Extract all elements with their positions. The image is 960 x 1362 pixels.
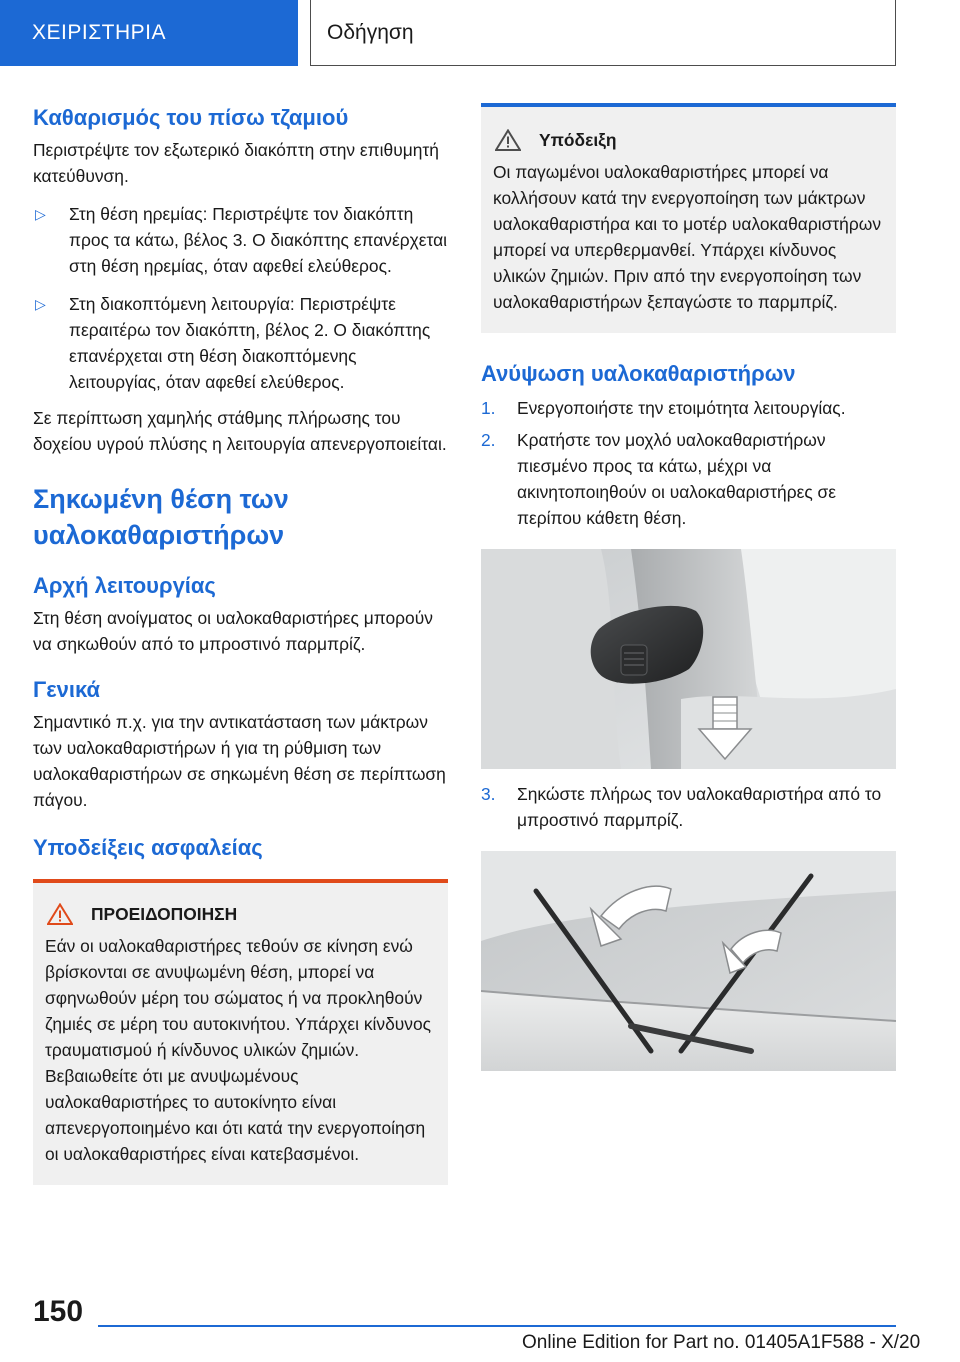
rear-wiper-intro: Περιστρέψτε τον εξωτερικό διακόπτη στην επιθυμητή κατεύθυνση. [33,140,439,186]
step-1 [481,395,896,421]
warning-triangle-icon [47,903,73,925]
section-title: ΧΕΙΡΙΣΤΗΡΙΑ [32,21,167,44]
step-number: 1. [481,398,496,418]
raised-wipers-illustration [481,851,896,1071]
left-column [33,100,448,1185]
note-header [493,129,884,151]
warning-header [45,903,436,925]
principle-text: Στη θέση ανοίγματος οι υαλοκαθαριστήρες μπορούν να σηκωθούν από το μπροστινό παρμπρίζ. [33,608,433,654]
principle-heading: Αρχή λειτουργίας [33,573,216,598]
general-text: Σημαντικό π.χ. για την αντικατάσταση των μάκτρων των υαλοκαθαριστήρων ή για τη ρύθμιση των υαλοκαθαριστήρων σε σηκωμένη θέση σε περίπτωση πάγου. [33,712,446,810]
warning-triangle-icon [495,129,521,151]
footer-rule [98,1325,896,1327]
warning-label: ΠΡΟΕΙΔΟΠΟΙΗΣΗ [91,903,238,924]
chapter-tab [310,0,896,66]
section-tab [0,0,298,66]
step-3 [481,781,896,833]
step-number: 2. [481,430,496,450]
rear-wiper-heading: Καθαρισμός του πίσω τζαμιού [33,105,349,130]
chapter-title: Οδήγηση [327,20,414,44]
safety-heading: Υποδείξεις ασφαλείας [33,835,263,860]
lift-wipers-heading: Ανύψωση υαλοκαθαριστήρων [481,361,796,386]
step-2 [481,427,896,531]
warning-box [33,879,448,1185]
step-text: Σηκώστε πλήρως τον υαλοκαθαριστήρα από το μπροστινό παρμπρίζ. [517,784,882,830]
folded-position-heading: Σηκωμένη θέση των υαλοκαθαριστήρων [33,484,289,550]
note-label: Υπόδειξη [539,129,617,150]
triangle-bullet-icon: ▷ [35,296,46,312]
wiper-lever-illustration [481,549,896,769]
raised-wipers-photo [481,851,896,1071]
footer-edition [522,1332,920,1354]
bullet-rest-position [33,201,448,279]
bullet-text: Στη θέση ηρεμίας: Περιστρέψτε τον διακόπτη προς τα κάτω, βέλος 3. Ο διακόπτης επανέρχεται στη θέση ηρεμίας, όταν αφεθεί ελεύθερος. [69,204,448,276]
wiper-lever-photo [481,549,896,769]
note-text: Οι παγωμένοι υαλοκαθαριστήρες μπορεί να κολλήσουν κατά την ενεργοποίηση των μάκτρων υαλοκαθαριστήρα και το μοτέρ υαλοκαθαριστήρων μπορεί να υπερθερμανθεί. Υπάρχει κίνδυνος υλικών ζημιών. Πριν από την ενεργοποίηση των υαλοκαθαριστήρων ξεπαγώστε το παρμπρίζ. [493,162,882,312]
warning-text: Εάν οι υαλοκαθαριστήρες τεθούν σε κίνηση ενώ βρίσκονται σε ανυψωμένη θέση, μπορεί να σφηνωθούν μέρη του σώματος ή να προκληθούν ζημιές σε μέρη του αυτοκινήτου. Υπάρχει κίνδυνος τραυματισμού ή κίνδυνος υλικών ζημιών. Βεβαιωθείτε ότι με ανυψωμένους υαλοκαθαριστήρες το αυτοκίνητο είναι απενεργοποιημένο και ότι κατά την ενεργοποίηση οι υαλοκαθαριστήρες είναι κατεβασμένοι. [45,936,432,1164]
bullet-intermittent [33,291,448,395]
step-text: Ενεργοποιήστε την ετοιμότητα λειτουργίας. [517,398,846,418]
low-fluid-note: Σε περίπτωση χαμηλής στάθμης πλήρωσης του δοχείου υγρού πλύσης η λειτουργία απενεργοποιείται. [33,408,447,454]
general-heading: Γενικά [33,677,101,702]
right-column [481,103,896,1071]
edition-text: Online Edition for Part no. 01405A1F588 - X/20 [522,1332,921,1353]
page-number: 150 [33,1295,84,1328]
step-number: 3. [481,784,496,804]
note-box [481,103,896,333]
bullet-text: Στη διακοπτόμενη λειτουργία: Περιστρέψτε περαιτέρω τον διακόπτη, βέλος 2. Ο διακόπτης επανέρχεται στη θέση διακοπτόμενης λειτουργίας, όταν αφεθεί ελεύθερος. [69,294,431,392]
step-text: Κρατήστε τον μοχλό υαλοκαθαριστήρων πιεσμένο προς τα κάτω, μέχρι να ακινητοποιηθούν οι υαλοκαθαριστήρες σε περίπου κάθετη θέση. [517,430,837,528]
triangle-bullet-icon: ▷ [35,206,46,222]
